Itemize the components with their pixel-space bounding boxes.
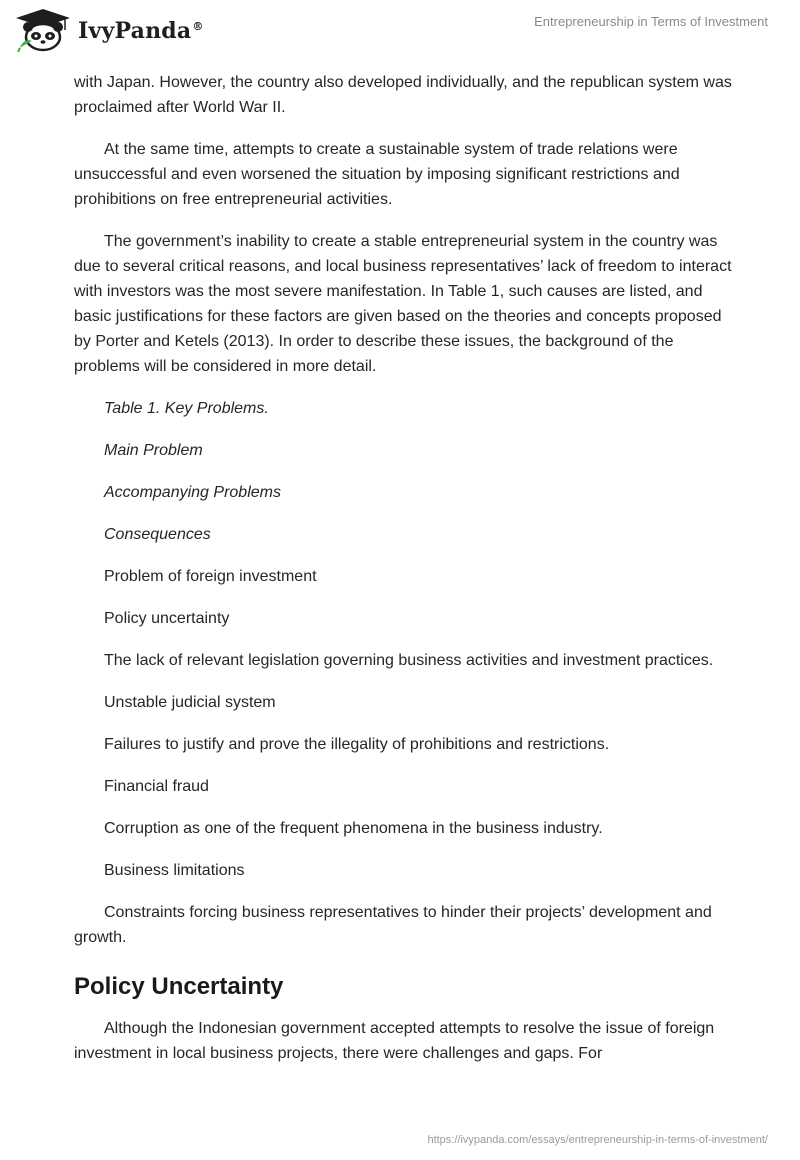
paragraph: The government’s inability to create a stable entrepreneurial system in the country was due to several critical reasons, and local business representatives’ lack of freedom to interact with investors was the most severe manifestation. In Table 1, such causes are listed, and basic justifications for these factors are given based on the theories and concepts proposed by Porter and Ketels (2013). In order to describe these issues, the background of the problems will be considered in more detail. bbox=[74, 233, 732, 375]
running-title: Entrepreneurship in Terms of Investment bbox=[534, 14, 768, 29]
table-caption: Table 1. Key Problems. bbox=[104, 400, 269, 417]
ivypanda-logo[interactable] bbox=[14, 8, 204, 52]
section-heading: Policy Uncertainty bbox=[74, 973, 284, 1000]
logo-wordmark: IvyPanda® bbox=[78, 18, 204, 44]
table-cell: The lack of relevant legislation governing business activities and investment practices. bbox=[104, 652, 714, 669]
page-header bbox=[0, 0, 800, 70]
source-url[interactable]: https://ivypanda.com/essays/entrepreneurship-in-terms-of-investment/ bbox=[427, 1134, 768, 1146]
table-cell: Financial fraud bbox=[104, 778, 209, 795]
table-cell: Failures to justify and prove the illegality of prohibitions and restrictions. bbox=[104, 736, 610, 753]
paragraph: Although the Indonesian government accepted attempts to resolve the issue of foreign investment in local business projects, there were challenges and gaps. For bbox=[74, 1020, 715, 1062]
essay-body bbox=[74, 70, 734, 1083]
table-header-consequences: Consequences bbox=[104, 526, 211, 543]
table-header-accompanying: Accompanying Problems bbox=[104, 484, 281, 501]
paragraph: At the same time, attempts to create a sustainable system of trade relations were unsuccessful and even worsened the situation by imposing significant restrictions and prohibitions on free entrepreneurial activities. bbox=[74, 141, 680, 208]
table-cell: Business limitations bbox=[104, 862, 245, 879]
table-cell: Corruption as one of the frequent phenomena in the business industry. bbox=[104, 820, 603, 837]
table-cell: Policy uncertainty bbox=[104, 610, 230, 627]
registered-mark: ® bbox=[192, 19, 204, 33]
table-header-main: Main Problem bbox=[104, 442, 203, 459]
paragraph: with Japan. However, the country also developed individually, and the republican system was proclaimed after World War II. bbox=[74, 74, 732, 116]
panda-graduate-icon bbox=[14, 8, 72, 52]
table-cell: Unstable judicial system bbox=[104, 694, 276, 711]
table-cell: Constraints forcing business representatives to hinder their projects’ development and growth. bbox=[74, 904, 712, 946]
table-cell: Problem of foreign investment bbox=[104, 568, 317, 585]
